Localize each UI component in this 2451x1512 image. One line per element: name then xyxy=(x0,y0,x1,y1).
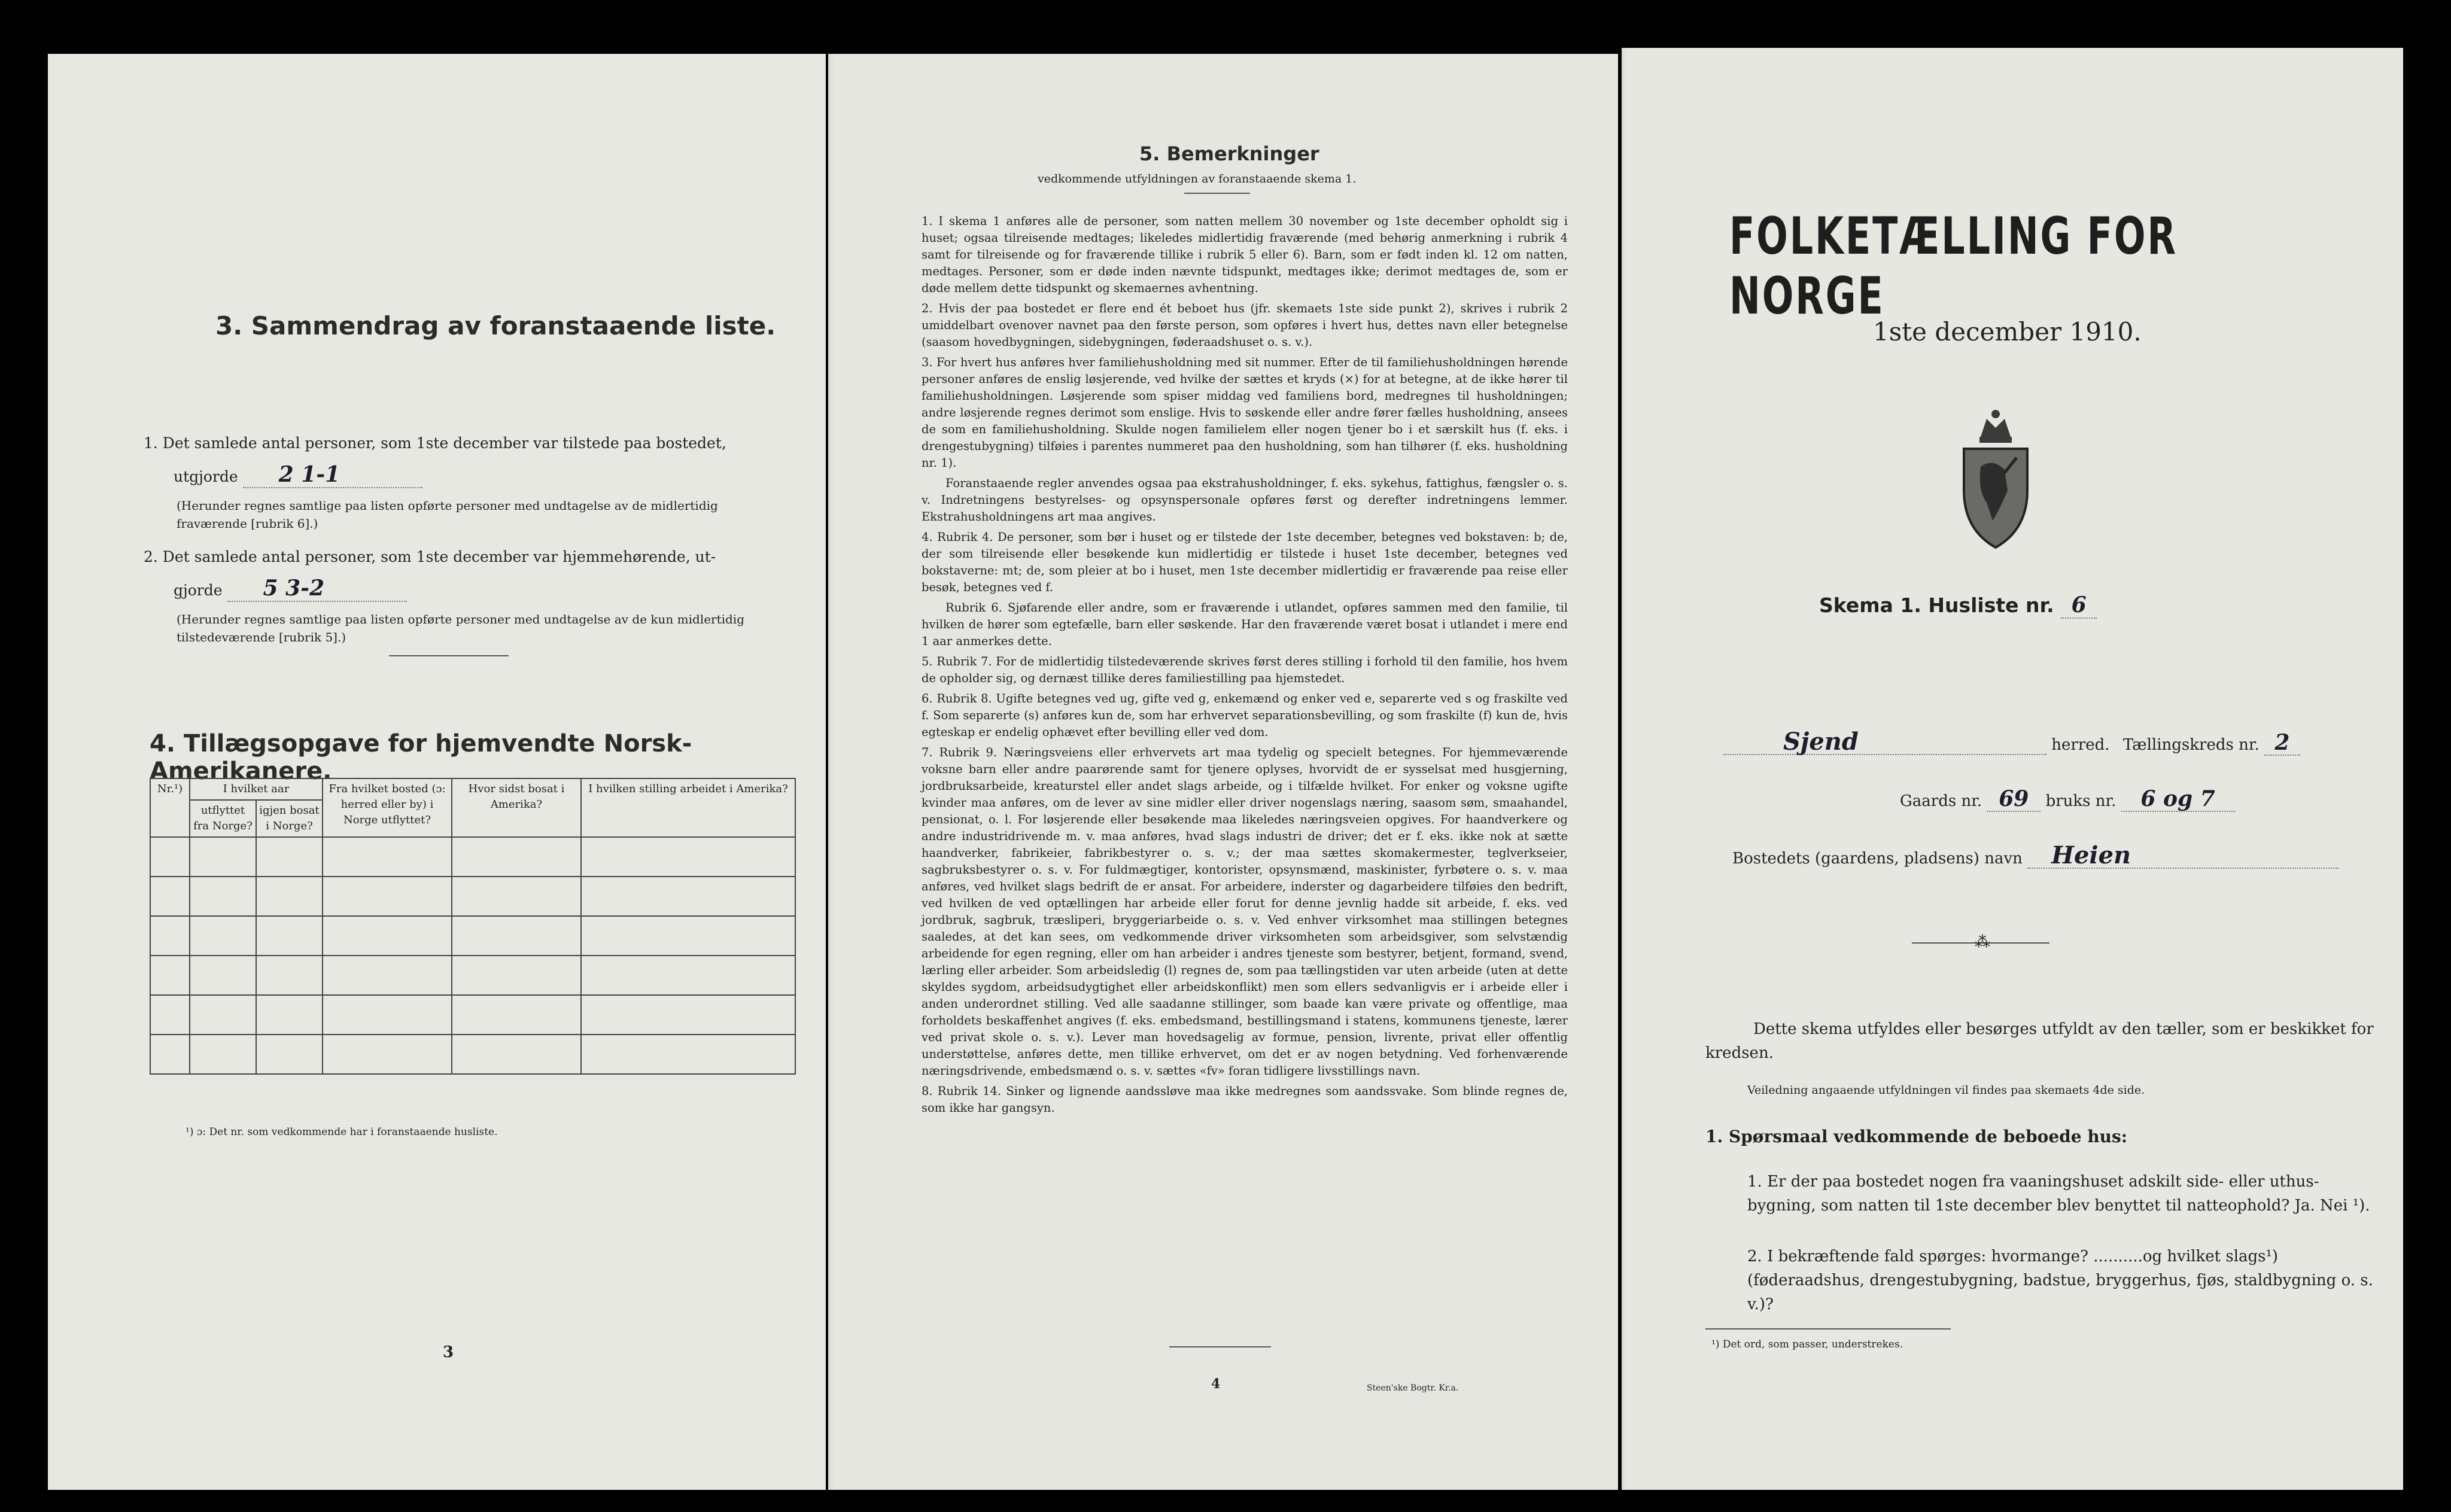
section-5-subtitle: vedkommende utfyldningen av foranstaaende skema 1. xyxy=(1038,172,1357,185)
table-row xyxy=(150,877,795,916)
subtitle-rule xyxy=(1184,193,1250,194)
item-2-label: gjorde xyxy=(174,582,223,599)
col-emigrated: utflyttet fra Norge? xyxy=(190,800,256,837)
bottom-rule xyxy=(1169,1346,1271,1347)
bemerkninger-list xyxy=(922,213,1568,1120)
herred-line xyxy=(1723,730,2300,757)
herred-label: herred. xyxy=(2051,736,2110,754)
gaards-value: 69 xyxy=(1987,787,2041,812)
census-date: 1ste december 1910. xyxy=(1873,317,2142,346)
table-row xyxy=(150,995,795,1035)
item-1-label: utgjorde xyxy=(174,468,238,485)
middle-page xyxy=(828,54,1618,1490)
table-footnote: ¹) ɔ: Det nr. som vedkommende har i foranstaaende husliste. xyxy=(186,1126,498,1138)
item-2-line xyxy=(174,576,808,603)
col-occupation: I hvilken stilling arbeidet i Amerika? xyxy=(581,778,795,837)
herred-value: Sjend xyxy=(1723,730,2046,755)
list-item: 7. Rubrik 9. Næringsveiens eller erhvervets art maa tydelig og specielt betegnes. For hjemmeværende voksne barn eller andre paarørende samt for tjenere oplyses, hvorvidt de er sysselsat med husgjerning, jordbruksarbeide, kreaturstel eller andet slags arbeide, og i tilfælde hvilket. For enker og voksne ugifte kvinder maa anføres, om de lever av sine midler eller driver nogenslags næring, saasom søm, smaahandel, pensionat, o. l. For løsjerende eller besøkende maa likeledes næringsveien opgives. For haandverkere og andre industridrivende m. v. maa anføres, hvad slags industri de driver; det er f. eks. ikke nok at sætte haandverker, fabrikeier, fabrikbestyrer o. s. v.; der maa sættes skomakermester, teglverkseier, sagbruksbestyrer o. s. v. For fuldmægtiger, kontorister, opsynsmænd, maskinister, fyrbøtere o. s. v. maa anføres, ved hvilket slags bedrift de er ansat. For arbeidere, inderster og dagarbeidere tilføies den bedrift, ved hvilken de ved optællingen har arbeide eller forut for denne jevnlig hadde sit arbeide, f. eks. ved jordbruk, sagbruk, træsliperi, bryggeriarbeide o. s. v. Ved enhver virksomhet maa stillingen betegnes saaledes, at det kan sees, om vedkommende driver virksomheten som arbeidsgiver, som selvstændig arbeidende for egen regning, eller om han arbeider i andres tjeneste som bestyrer, betjent, formand, svend, lærling eller arbeider. Som arbeidsledig (l) regnes de, som paa tællingstiden var uten arbeide (uten at dette skyldes sygdom, arbeidsudygtighet eller arbeidskonflikt) men som ellers sedvanligvis er i arbeide eller i anden underordnet stilling. Ved alle saadanne stillinger, som baade kan være private og offentlige, maa forholdets beskaffenhet angives (f. eks. embedsmand, bestillingsmand i statens, kommunens tjeneste, lærer ved privat skole o. s. v.). Lever man hovedsagelig av formue, pension, livrente, privat eller offentlig understøttelse, anføres dette, men tillike erhvervet, om det er av nogen betydning. Ved forhenværende næringsdrivende, embedsmænd o. s. v. sættes «fv» foran tidligere livsstillings navn. xyxy=(922,746,1568,1078)
skema-label: Skema 1. Husliste nr. xyxy=(1819,594,2054,617)
section-4-title: 4. Tillægsopgave for hjemvendte Norsk-Amerikanere. xyxy=(150,730,692,785)
right-footnote: ¹) Det ord, som passer, understrekes. xyxy=(1711,1338,1903,1350)
table-row xyxy=(150,837,795,877)
gaards-line xyxy=(1900,787,2235,813)
question-heading: 1. Spørsmaal vedkommende de beboede hus: xyxy=(1705,1127,2128,1146)
list-item: 6. Rubrik 8. Ugifte betegnes ved ug, gifte ved g, enkemænd og enker ved e, separerte ved s og fraskilte ved f. Som separerte (s) anføres kun de, som har erhvervet separationsbevilling, og som fraskilte (f) kun de, hvis egteskap er endelig ophævet efter bevilling eller ved dom. xyxy=(922,692,1568,739)
footnote-rule xyxy=(1705,1328,1951,1330)
table-row xyxy=(150,1035,795,1074)
item-2-value: 5 3-2 xyxy=(227,576,407,602)
page-fold xyxy=(1622,48,1628,1490)
section-3-title: 3. Sammendrag av foranstaaende liste. xyxy=(215,311,776,340)
item-1-value: 2 1-1 xyxy=(243,462,422,488)
bruks-label: bruks nr. xyxy=(2045,792,2117,810)
ornament-icon: ⁂ xyxy=(1975,933,1990,951)
right-page xyxy=(1622,48,2403,1490)
page-number-left: 3 xyxy=(443,1343,454,1361)
list-item: 8. Rubrik 14. Sinker og lignende aandssløve maa ikke medregnes som aandssvake. Som blinde regnes de, som ikke har gangsyn. xyxy=(922,1084,1568,1115)
col-nr: Nr.¹) xyxy=(150,778,190,837)
page-number-middle: 4 xyxy=(1211,1376,1221,1392)
list-item: 5. Rubrik 7. For de midlertidig tilstedeværende skrives først deres stilling i forhold til den familie, hos hvem de opholder sig, og dernæst tillike deres familiestilling paa hjemstedet. xyxy=(922,655,1568,685)
col-last-residence: Hvor sidst bosat i Amerika? xyxy=(452,778,581,837)
list-item: 4. Rubrik 4. De personer, som bør i huset og er tilstede der 1ste december, betegnes ved bokstaven: b; de, der som tilreisende eller besøkende kun midlertidig er tilstede i huset 1ste december, betegnes ved bokstaverne: mt; de, som pleier at bo i huset, men 1ste december midlertidig er fraværende paa reise eller besøk, betegnes ved f. xyxy=(922,530,1568,594)
item-2-note: (Herunder regnes samtlige paa listen opførte personer med undtagelse av de kun midlertidig tilstedeværende [rubrik 5].) xyxy=(177,612,745,644)
instruction-2: Veiledning angaaende utfyldningen vil findes paa skemaets 4de side. xyxy=(1747,1084,2145,1097)
list-item: 1. I skema 1 anføres alle de personer, som natten mellem 30 november og 1ste december opholdt sig i huset; ogsaa tilreisende medtages; likeledes midlertidig fraværende (med behørig anmerkning i rubrik 4 samt for tilreisende og for fraværende tillike i rubrik 5 eller 6). Barn, som er født inden kl. 12 om natten, medtages. Personer, som er døde inden nævnte tidspunkt, medtages ikke; derimot medtages de, som er døde mellem dette tidspunkt og skemaernes avhentning. xyxy=(922,214,1568,295)
page-fold xyxy=(828,54,834,1490)
question-2: 2. I bekræftende fald spørges: hvormange? ..........og hvilket slags¹) (føderaadshus, drengestubygning, badstue, bryggerhus, fjøs, staldbygning o. s. v.)? xyxy=(1747,1248,2373,1313)
bosted-label: Bostedets (gaardens, pladsens) navn xyxy=(1732,850,2023,868)
husliste-number: 6 xyxy=(2061,592,2097,619)
item-2-text: 2. Det samlede antal personer, som 1ste december var hjemmehørende, ut- xyxy=(144,548,716,565)
coat-of-arms-icon xyxy=(1957,401,2035,553)
left-page xyxy=(48,54,826,1490)
item-1-line xyxy=(174,462,808,489)
bosted-line xyxy=(1732,841,2339,871)
list-item: Foranstaaende regler anvendes ogsaa paa ekstrahusholdninger, f. eks. sykehus, fattighus, fængsler o. s. v. Indretningens bestyrelses- og opsynspersonale opføres først og derefter indretningens lemmer. Ekstrahusholdningens art maa angives. xyxy=(922,476,1568,524)
bruks-value: 6 og 7 xyxy=(2121,787,2235,812)
section-5-title: 5. Bemerkninger xyxy=(1139,142,1319,165)
list-item: 2. Hvis der paa bostedet er flere end ét beboet hus (jfr. skemaets 1ste side punkt 2), skrives i rubrik 2 umiddelbart ovenover navnet paa den første person, som opføres i hvert hus, dettes navn eller betegnelse (saasom hovedbygningen, sidebygningen, føderaadshuset o. s. v.). xyxy=(922,302,1568,349)
list-item: 3. For hvert hus anføres hver familiehusholdning med sit nummer. Efter de til familiehusholdningen hørende personer anføres de enslig løsjerende, ved hvilke der sættes et kryds (×) for at betegne, at de ikke hører til familiehusholdningen. Løsjerende som spiser middag ved familiens bord, medregnes til husholdningen; andre løsjerende regnes derimot som enslige. Hvis to søskende eller andre fører fælles husholdning, ansees de som en familiehusholdning. Skulde nogen familielem eller nogen tjener bo i et særskilt hus (f. eks. i drengestubygning) tilføies i parentes nummeret paa den husholdning, som han tilhører (f. eks. husholdning nr. 1). xyxy=(922,355,1568,470)
col-from-where: Fra hvilket bosted (ɔ: herred eller by) i Norge utflyttet? xyxy=(323,778,452,837)
krets-value: 2 xyxy=(2264,731,2300,756)
instruction-1: Dette skema utfyldes eller besørges utfyldt av den tæller, som er beskikket for kredsen. xyxy=(1705,1020,2374,1062)
list-item: Rubrik 6. Sjøfarende eller andre, som er fraværende i utlandet, opføres sammen med den familie, til hvilken de hører som egtefælle, barn eller søskende. Har den fraværende været bosat i utlandet i mere end 1 aar anmerkes dette. xyxy=(922,601,1568,648)
question-1: 1. Er der paa bostedet nogen fra vaaningshuset adskilt side- eller uthus-bygning, som natten til 1ste december blev benyttet til natteophold? Ja. Nei ¹). xyxy=(1747,1173,2370,1215)
skema-line xyxy=(1819,592,2097,619)
table-row xyxy=(150,956,795,995)
norsk-amerikanere-table xyxy=(150,778,796,1075)
bosted-value: Heien xyxy=(2027,844,2339,869)
table-row xyxy=(150,916,795,956)
krets-label: Tællingskreds nr. xyxy=(2122,736,2260,754)
gaards-label: Gaards nr. xyxy=(1900,792,1982,810)
census-title: FOLKETÆLLING FOR NORGE xyxy=(1729,206,2178,326)
col-group-year: I hvilket aar xyxy=(190,778,323,800)
item-1-note: (Herunder regnes samtlige paa listen opførte personer med undtagelse av de midlertidig fraværende [rubrik 6].) xyxy=(177,498,718,531)
item-1-text: 1. Det samlede antal personer, som 1ste december var tilstede paa bostedet, xyxy=(144,434,726,452)
col-returned: igjen bosat i Norge? xyxy=(256,800,323,837)
printer-mark: Steen'ske Bogtr. Kr.a. xyxy=(1367,1383,1459,1393)
divider xyxy=(389,655,509,656)
